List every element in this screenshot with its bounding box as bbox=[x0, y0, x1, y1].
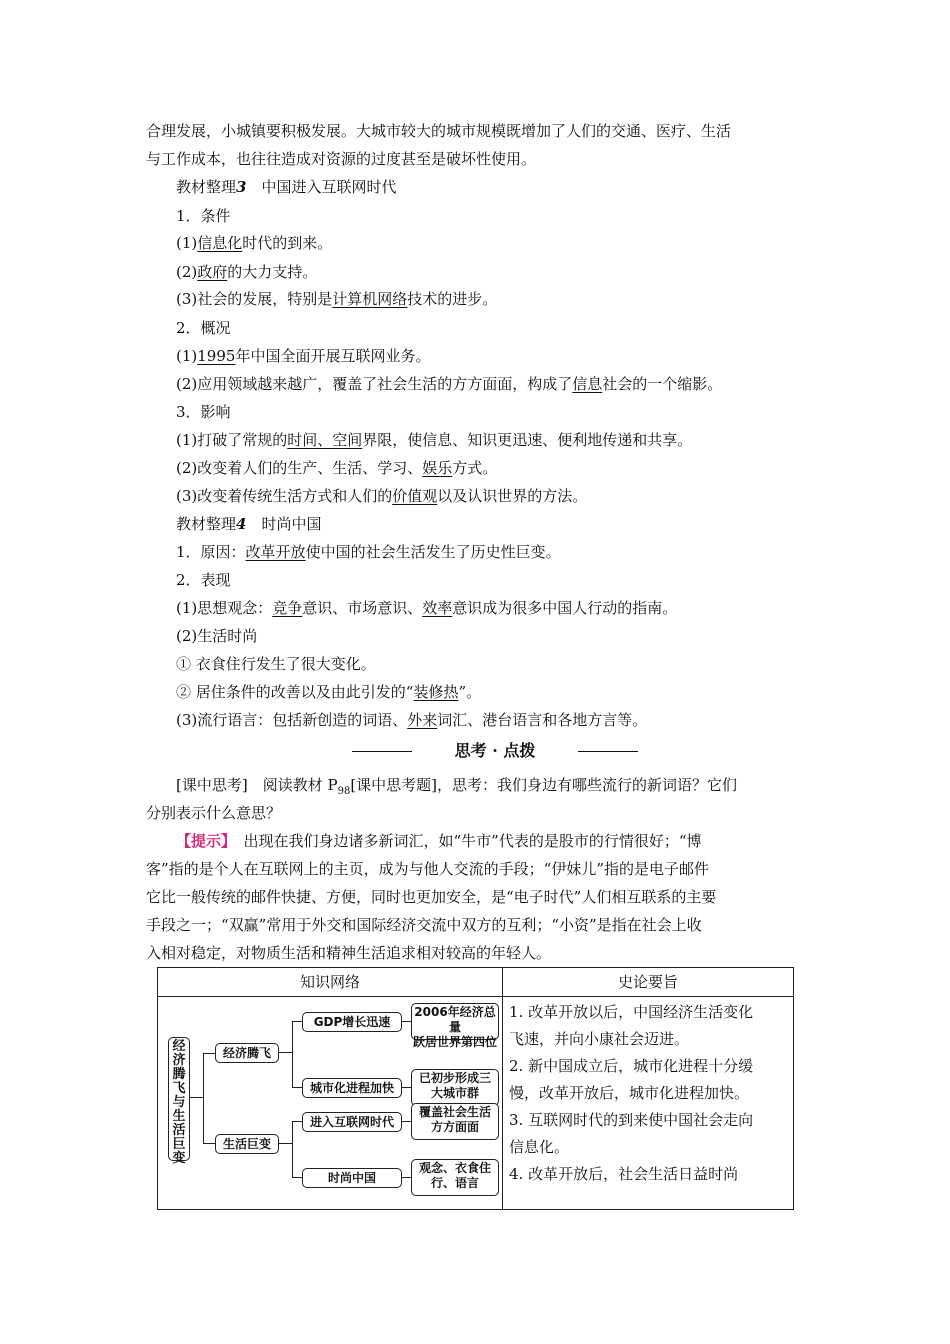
text-line-t2d bbox=[176, 681, 481, 703]
text-segment: 3 bbox=[236, 178, 247, 196]
text-segment: (1)思想观念： bbox=[176, 599, 273, 617]
text-segment: 年中国全面开展互联网业务。 bbox=[235, 347, 431, 365]
text-line-s2b bbox=[176, 373, 722, 395]
text-segment: (2) bbox=[176, 263, 198, 281]
summary-text bbox=[503, 997, 793, 1190]
text-segment: 时代的到来。 bbox=[242, 234, 333, 252]
text-line-a3 bbox=[146, 886, 716, 908]
divider-line-right bbox=[578, 751, 638, 752]
text-line-a1 bbox=[176, 830, 702, 852]
text-segment: 1．原因： bbox=[176, 543, 246, 561]
text-line-t1 bbox=[176, 541, 561, 563]
text-segment: 3．影响 bbox=[176, 403, 231, 421]
text-segment: (1) bbox=[176, 347, 198, 365]
text-segment: 使中国的社会生活发生了历史性巨变。 bbox=[305, 543, 561, 561]
diagram-gdp-detail: 2006年经济总量 跃居世界第四位 bbox=[412, 1005, 497, 1049]
summary-line: 信息化。 bbox=[509, 1138, 570, 1156]
text-segment: 2．概况 bbox=[176, 319, 231, 337]
text-segment: 界限，使信息、知识更迅速、便利地传递和共享。 bbox=[362, 431, 693, 449]
diagram-fashion-china: 时尚中国 bbox=[302, 1168, 402, 1188]
text-line-s1 bbox=[176, 205, 231, 227]
text-line-s3 bbox=[176, 401, 231, 423]
text-segment: 意识、市场意识、 bbox=[302, 599, 423, 617]
knowledge-network-cell bbox=[158, 997, 503, 1210]
text-line-t2c bbox=[176, 653, 376, 675]
text-segment: 客”指的是个人在互联网上的主页，成为与他人交流的手段；“伊妹儿”指的是电子邮件 bbox=[146, 860, 710, 878]
text-segment: 改革开放 bbox=[245, 543, 306, 561]
text-segment: 出现在我们身边诸多新词汇，如“牛市”代表的是股市的行情很好；“博 bbox=[228, 832, 702, 850]
text-line-t2e bbox=[176, 709, 647, 731]
summary-line: 1. 改革开放以后，中国经济生活变化 bbox=[509, 1003, 754, 1021]
text-segment: 价值观 bbox=[392, 487, 438, 505]
text-line-p1b bbox=[146, 148, 536, 170]
text-segment: (2)生活时尚 bbox=[176, 627, 258, 645]
text-segment: 合理发展，小城镇要积极发展。大城市较大的城市规模既增加了人们的交通、医疗、生活 bbox=[146, 122, 732, 140]
diagram-city-detail: 已初步形成三 大城市群 bbox=[411, 1069, 499, 1106]
text-segment: [课中思考题]，思考：我们身边有哪些流行的新词语？它们 bbox=[350, 776, 738, 794]
text-segment: 与工作成本，也往往造成对资源的过度甚至是破坏性使用。 bbox=[146, 150, 537, 168]
text-segment: (3)改变着传统生活方式和人们的 bbox=[176, 487, 393, 505]
text-segment: 效率 bbox=[422, 599, 453, 617]
text-line-p1a bbox=[146, 120, 731, 142]
text-segment: 入相对稳定，对物质生活和精神生活追求相对较高的年轻人。 bbox=[146, 944, 552, 962]
section-divider-think bbox=[360, 740, 630, 762]
text-segment: ② 居住条件的改善以及由此引发的“ bbox=[176, 683, 414, 701]
text-line-t2 bbox=[176, 569, 231, 591]
text-segment: ① 衣食住行发生了很大变化。 bbox=[176, 655, 376, 673]
text-segment: 时间、空间 bbox=[287, 431, 363, 449]
text-segment: 词汇、港台语言和各地方言等。 bbox=[437, 711, 648, 729]
text-segment: [课中思考] 阅读教材 P bbox=[176, 776, 338, 794]
text-line-a2 bbox=[146, 858, 709, 880]
diagram-branch-economy: 经济腾飞 bbox=[215, 1043, 279, 1063]
text-segment: 时尚中国 bbox=[246, 515, 322, 533]
text-segment: 教材整理 bbox=[176, 515, 237, 533]
text-segment: 方式。 bbox=[452, 459, 498, 477]
text-segment: 教材整理 bbox=[176, 178, 237, 196]
text-line-s2a bbox=[176, 345, 430, 367]
text-line-q1 bbox=[176, 774, 737, 803]
knowledge-table bbox=[157, 967, 794, 1210]
diagram-branch-life: 生活巨变 bbox=[215, 1134, 279, 1154]
text-segment: 技术的进步。 bbox=[407, 290, 498, 308]
text-segment: 中国进入互联网时代 bbox=[246, 178, 397, 196]
text-segment: 竞争 bbox=[272, 599, 303, 617]
text-line-q2 bbox=[146, 802, 281, 824]
diagram-internet-detail: 覆盖社会生活 方方面面 bbox=[411, 1103, 499, 1140]
text-line-h3 bbox=[176, 176, 396, 198]
text-segment: 信息 bbox=[572, 375, 603, 393]
diagram-urbanization: 城市化进程加快 bbox=[302, 1078, 402, 1098]
text-line-h4 bbox=[176, 513, 321, 535]
summary-line: 3. 互联网时代的到来使中国社会走向 bbox=[509, 1111, 754, 1129]
text-segment: 意识成为很多中国人行动的指南。 bbox=[452, 599, 678, 617]
text-segment: 分别表示什么意思？ bbox=[146, 804, 282, 822]
text-segment: (3)流行语言：包括新创造的词语、 bbox=[176, 711, 408, 729]
text-line-a5 bbox=[146, 942, 551, 964]
text-line-t2a bbox=[176, 597, 677, 619]
text-segment: 以及认识世界的方法。 bbox=[437, 487, 588, 505]
text-segment: 它比一般传统的邮件快捷、方便，同时也更加安全，是“电子时代”人们相互联系的主要 bbox=[146, 888, 717, 906]
summary-header: 史论要旨 bbox=[503, 968, 794, 997]
diagram-root: 经济腾飞与生活巨变 bbox=[168, 1037, 190, 1161]
text-segment: 装修热 bbox=[413, 683, 459, 701]
text-segment: ”。 bbox=[458, 683, 482, 701]
text-segment: (1) bbox=[176, 234, 198, 252]
text-segment: 社会的一个缩影。 bbox=[602, 375, 723, 393]
diagram-gdp-growth: GDP增长迅速 bbox=[302, 1012, 402, 1032]
summary-line: 2. 新中国成立后，城市化进程十分缓 bbox=[509, 1057, 754, 1075]
text-line-s2 bbox=[176, 317, 231, 339]
text-segment: 手段之一；“双赢”常用于外交和国际经济交流中双方的互利；“小资”是指在社会上收 bbox=[146, 916, 702, 934]
diagram-fashion-detail: 观念、衣食住 行、语言 bbox=[411, 1159, 499, 1196]
text-segment: 计算机网络 bbox=[332, 290, 408, 308]
text-segment: (3)社会的发展，特别是 bbox=[176, 290, 333, 308]
text-segment: 外来 bbox=[407, 711, 438, 729]
summary-line: 4. 改革开放后，社会生活日益时尚 bbox=[509, 1165, 739, 1183]
text-line-s3b bbox=[176, 457, 497, 479]
text-segment: 【提示】 bbox=[176, 832, 229, 850]
text-line-s1c bbox=[176, 288, 497, 310]
summary-line: 飞速，并向小康社会迈进。 bbox=[509, 1030, 690, 1048]
text-segment: 1．条件 bbox=[176, 207, 231, 225]
text-line-s1b bbox=[176, 261, 317, 283]
text-line-s3a bbox=[176, 429, 692, 451]
text-segment: 1995 bbox=[197, 347, 236, 365]
text-line-s3c bbox=[176, 485, 587, 507]
text-segment: 信息化 bbox=[197, 234, 243, 252]
divider-title: 思考 · 点拨 bbox=[454, 741, 536, 760]
summary-cell bbox=[503, 997, 794, 1210]
text-segment: 政府 bbox=[197, 263, 228, 281]
text-line-t2b bbox=[176, 625, 257, 647]
text-segment: (1)打破了常规的 bbox=[176, 431, 288, 449]
text-segment: 娱乐 bbox=[422, 459, 453, 477]
text-segment: (2)改变着人们的生产、生活、学习、 bbox=[176, 459, 423, 477]
text-segment: 2．表现 bbox=[176, 571, 231, 589]
text-line-s1a bbox=[176, 232, 332, 254]
diagram-internet-era: 进入互联网时代 bbox=[302, 1112, 402, 1132]
divider-line-left bbox=[352, 751, 412, 752]
knowledge-network-header: 知识网络 bbox=[158, 968, 503, 997]
text-line-a4 bbox=[146, 914, 702, 936]
text-segment: 98 bbox=[337, 786, 351, 797]
knowledge-diagram bbox=[158, 997, 502, 1209]
text-segment: 的大力支持。 bbox=[227, 263, 318, 281]
text-segment: 4 bbox=[236, 515, 247, 533]
text-segment: (2)应用领域越来越广，覆盖了社会生活的方方面面，构成了 bbox=[176, 375, 573, 393]
summary-line: 慢，改革开放后，城市化进程加快。 bbox=[509, 1084, 750, 1102]
